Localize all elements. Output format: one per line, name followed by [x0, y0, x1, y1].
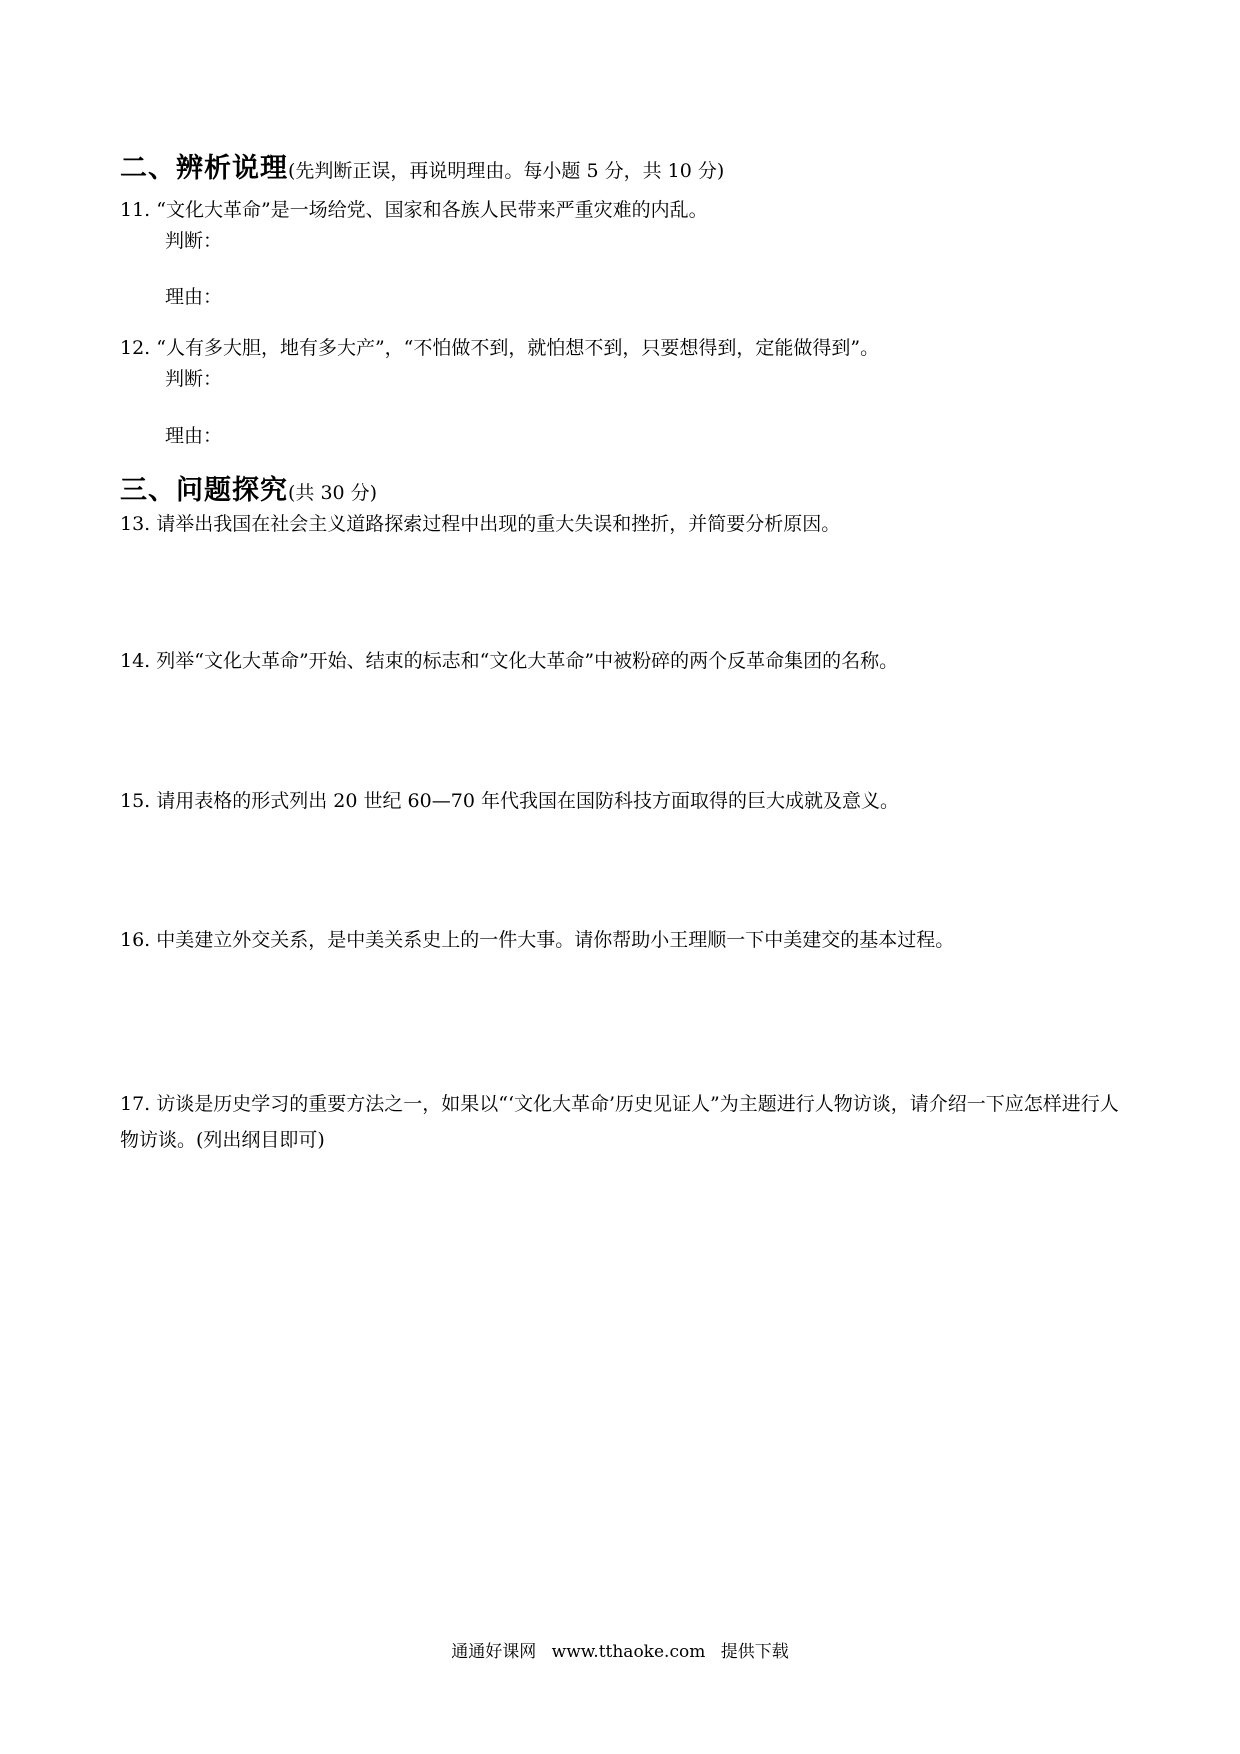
section2-title: 二、辨析说理 [120, 153, 288, 184]
page-footer [0, 1637, 1240, 1662]
question-11: 11. “文化大革命”是一场给党、国家和各族人民带来严重灾难的内乱。 [120, 199, 708, 221]
question-12-judge-label: 判断： [165, 368, 223, 390]
footer-suffix: 提供下载 [720, 1642, 789, 1662]
section3-heading [120, 468, 377, 507]
section2-note: (先判断正误，再说明理由。每小题 5 分，共 10 分) [288, 160, 725, 182]
section2-heading [120, 146, 724, 185]
section3-title: 三、问题探究 [120, 475, 288, 506]
question-17: 17. 访谈是历史学习的重要方法之一，如果以“‘文化大革命’历史见证人”为主题进行人物访谈，请介绍一下应怎样进行人物访谈。(列出纲目即可) [120, 1093, 1119, 1151]
question-12: 12. “人有多大胆，地有多大产”，“不怕做不到，就怕想不到，只要想得到，定能做得到”。 [120, 337, 880, 359]
question-15: 15. 请用表格的形式列出 20 世纪 60—70 年代我国在国防科技方面取得的巨大成就及意义。 [120, 790, 899, 812]
question-11-judge-label: 判断： [165, 230, 223, 252]
section3-note: (共 30 分) [288, 482, 378, 504]
question-14: 14. 列举“文化大革命”开始、结束的标志和“文化大革命”中被粉碎的两个反革命集团的名称。 [120, 650, 899, 672]
footer-url: www.tthaoke.com [551, 1642, 706, 1662]
question-13: 13. 请举出我国在社会主义道路探索过程中出现的重大失误和挫折，并简要分析原因。 [120, 513, 841, 535]
question-12-reason-label: 理由： [165, 425, 223, 447]
question-16: 16. 中美建立外交关系，是中美关系史上的一件大事。请你帮助小王理顺一下中美建交的基本过程。 [120, 929, 955, 951]
question-11-reason-label: 理由： [165, 286, 223, 308]
footer-site-name: 通通好课网 [451, 1642, 537, 1662]
